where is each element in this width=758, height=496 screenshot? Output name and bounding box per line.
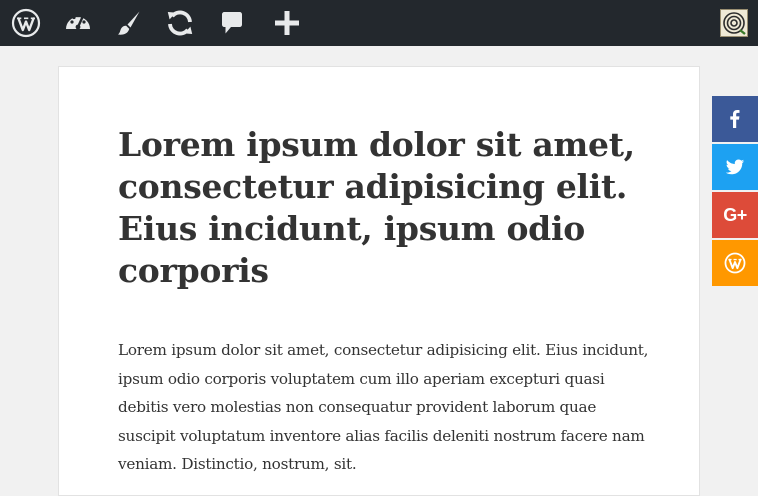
comments-icon[interactable] xyxy=(216,7,248,39)
share-wordpress-button[interactable] xyxy=(712,240,758,286)
share-twitter-button[interactable] xyxy=(712,144,758,190)
admin-bar xyxy=(0,0,758,46)
user-avatar[interactable] xyxy=(720,9,748,37)
wordpress-icon xyxy=(724,252,746,274)
facebook-icon xyxy=(725,109,745,129)
wordpress-logo-icon[interactable] xyxy=(10,7,42,39)
dashboard-icon[interactable] xyxy=(62,7,94,39)
post-body: Lorem ipsum dolor sit amet, consectetur adipisicing elit. Eius incidunt, ipsum odio corporis voluptatem cum illo aperiam excepturi quasi debitis vero molestias non consequatur provident laborum quae suscipit voluptatum inventore alias facilis deleniti nostrum facere nam veniam. Distinctio, nostrum, sit. xyxy=(118,341,649,473)
new-content-plus-icon[interactable] xyxy=(271,7,303,39)
google-plus-icon: G+ xyxy=(723,204,747,225)
share-google-plus-button[interactable] xyxy=(712,192,758,238)
updates-icon[interactable] xyxy=(164,7,196,39)
share-facebook-button[interactable] xyxy=(712,96,758,142)
customize-brush-icon[interactable] xyxy=(113,7,145,39)
twitter-icon xyxy=(725,157,745,177)
post-title: Lorem ipsum dolor sit amet, consectetur adipisicing elit. Eius incidunt, ipsum odio corporis xyxy=(118,125,635,290)
